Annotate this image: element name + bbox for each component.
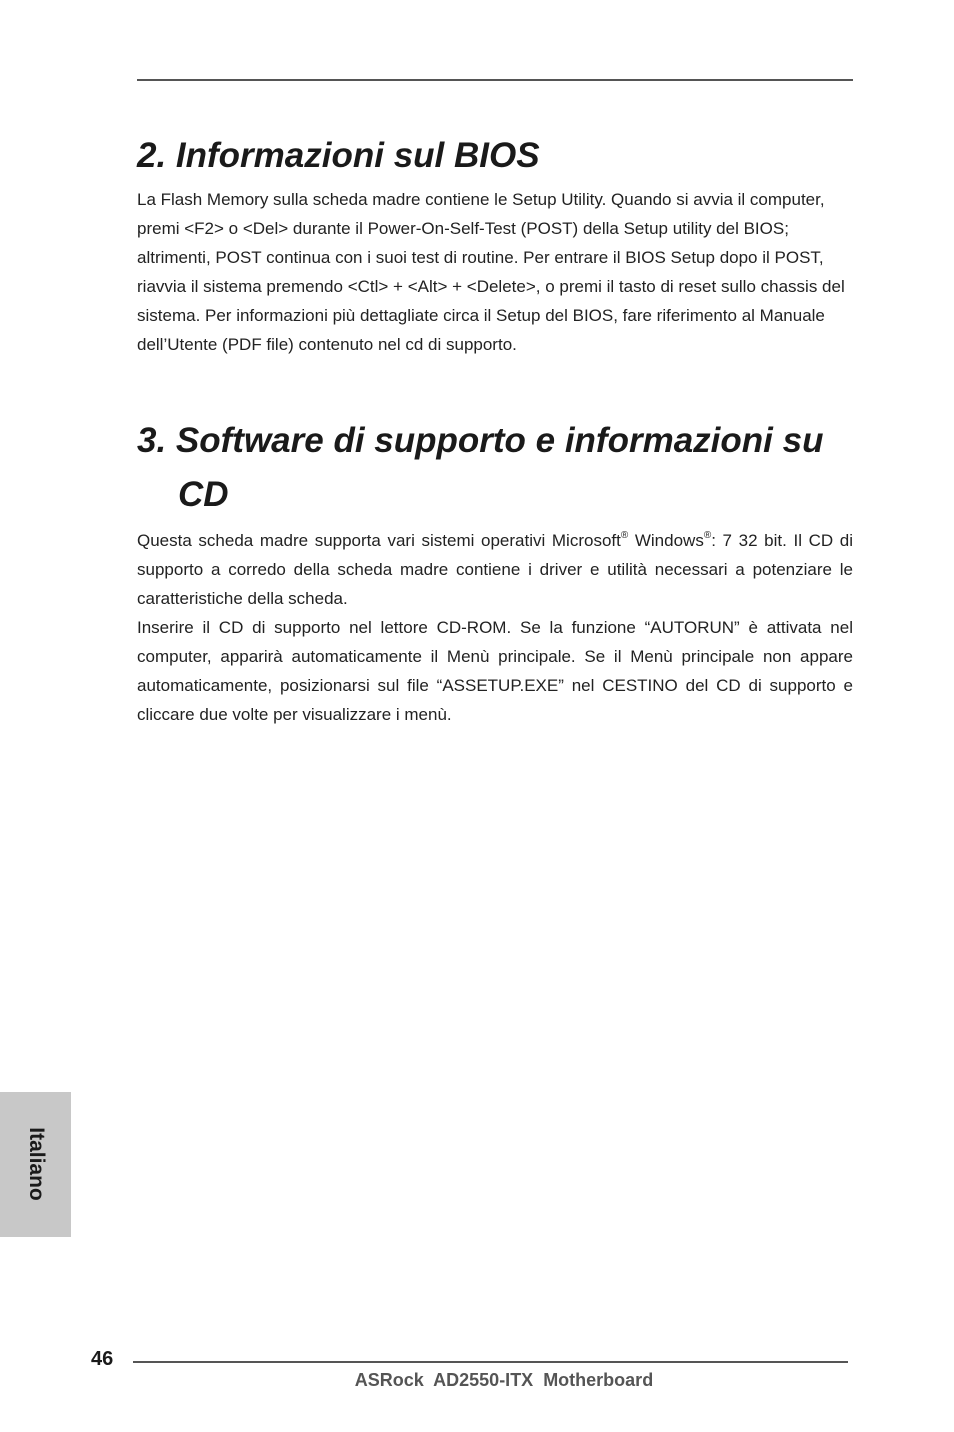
page-number: 46 (91, 1348, 114, 1370)
os-support-text: Questa scheda madre supporta vari sistemi operativi Microsoft (137, 531, 621, 550)
language-tab (0, 1092, 71, 1237)
bios-section (137, 135, 853, 359)
bios-heading: 2. Informazioni sul BIOS (137, 136, 540, 175)
registered-mark: ® (703, 530, 712, 541)
registered-mark: ® (620, 530, 629, 541)
footer-divider (133, 1361, 848, 1363)
support-cd-paragraph-1 (137, 526, 853, 613)
language-tab-label: Italiano (25, 1127, 48, 1201)
support-cd-heading: 3. Software di supporto e informazioni su CD (137, 421, 824, 514)
support-cd-paragraph-2: Inserire il CD di supporto nel lettore CD-ROM. Se la funzione “AUTORUN” è attivata nel computer, apparirà automaticamente il Menù principale. Se il Menù principale non appare automaticamente, posizionarsi sul file “ASSETUP.EXE” nel CESTINO del CD di supporto e cliccare due volte per visualizzare i menù. (137, 618, 853, 724)
windows-text: Windows (628, 531, 704, 550)
bios-paragraph: La Flash Memory sulla scheda madre contiene le Setup Utility. Quando si avvia il computer, premi <F2> o <Del> durante il Power-On-Self-Test (POST) della Setup utility del BIOS; altrimenti, POST continua con i suoi test di routine. Per entrare il BIOS Setup dopo il POST, riavvia il sistema premendo <Ctl> + <Alt> + <Delete>, o premi il tasto di reset sullo chassis del sistema. Per informazioni più dettagliate circa il Setup del BIOS, fare riferimento al Manuale dell’Utente (PDF file) contenuto nel cd di supporto. (137, 190, 845, 354)
footer-product-title: ASRock AD2550-ITX Motherboard (354, 1370, 654, 1390)
top-divider (137, 79, 853, 81)
driver-text: : 7 32 bit. Il CD di supporto a corredo della scheda madre contiene i driver e utilità necessari a potenziare le caratteristiche della scheda. (137, 531, 854, 608)
support-cd-section (137, 414, 853, 729)
